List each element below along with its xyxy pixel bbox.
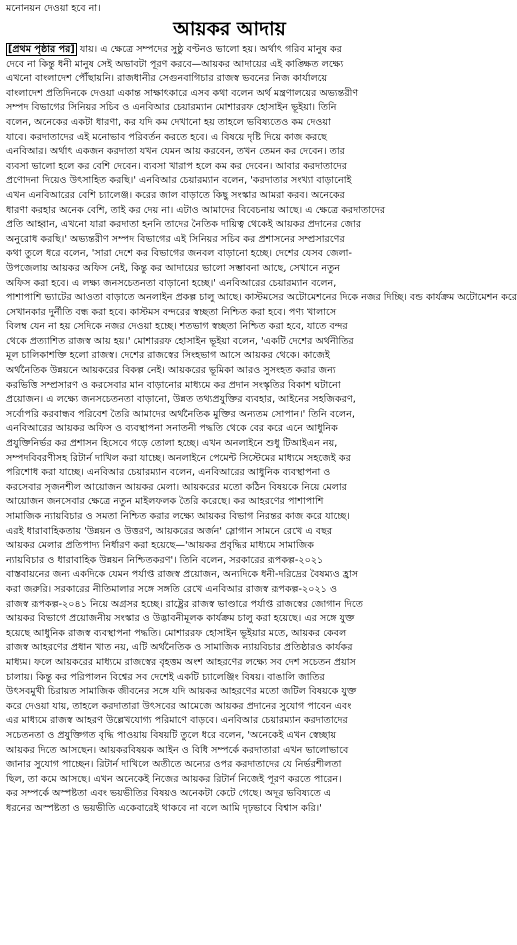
article-line: আয়োজন জনসেবার ক্ষেত্রে নতুন মাইলফলক তৈরি করেছে। কর আহরণের পাশাপাশি	[6, 496, 324, 508]
article-line: অনুরোধ করছি।' অভ্যন্তরীণ সম্পদ বিভাগের এই সিনিয়র সচিব কর প্রশাসনের সম্প্রসারণের	[6, 233, 345, 245]
article-line: থেকে প্রত্যাশিত রাজস্ব আয় হয়।' মোশাররফ হোসাইন ভূইয়া বলেন, 'একটি দেশের অর্থনীতির	[6, 335, 354, 347]
article-line: প্রতি আহ্বান, এখনো যারা করদাতা হননি তাদের নৈতিক দায়িত্ব থেকেই আয়কর প্রদানের জোর	[6, 219, 362, 231]
article-line	[6, 43, 453, 58]
article-line: যাবে। করদাতাদের এই মনোভাব পরিবর্তন করতে হবে। এ বিষয়ে দৃষ্টি দিয়ে কাজ করছে	[6, 131, 327, 143]
article-line: বিলম্ব যেন না হয় সেদিকে নজর দেওয়া হচ্ছে। শতভাগ স্বচ্ছতা নিশ্চিত করা হবে, যাতে বন্দর	[6, 321, 348, 333]
article-line: অর্থনৈতিক উন্নয়নে আয়করের বিকল্প নেই। আয়করের ভূমিকা আরও সুসংহত করার জন্য	[6, 365, 336, 377]
article-line: আয়কর দিতে আসছেন। আয়করবিষয়ক আইন ও বিধি সম্পর্কে করদাতারা এখন ভালোভাবে	[6, 744, 349, 756]
article-line: এরই ধারাবাহিকতায় 'উন্নয়ন ও উত্তরণ, আয়করের অর্জন' স্লোগান সামনে রেখে এ বছর	[6, 525, 333, 537]
article-line: সর্বোপরি করবান্ধব পরিবেশ তৈরি আমাদের অর্থনৈতিক মুক্তির অন্যতম সোপান।' তিনি বলেন,	[6, 408, 355, 420]
article-line: বলেন, অনেকের একটা ধারণা, কর যদি কম দেখানো হয় তাহলে ভবিষ্যতেও কম দেওয়া	[6, 116, 331, 128]
article-line: সচেতনতা ও প্রযুক্তিগত বৃদ্ধি পাওয়ায় বিষয়টি তুলে ধরে বলেন, 'অনেকেই এখন স্বেচ্ছায়	[6, 729, 337, 741]
article-line: অফিস করা হবে। এ লক্ষ্য জনসচেতনতা বাড়ানো হচ্ছে।' এনবিআরের চেয়ারম্যান বলেন,	[6, 277, 337, 289]
carry-over-text: মনোনয়ন দেওয়া হবে না।	[6, 3, 101, 14]
article-line: পাশাপাশি ভ্যাটের আওতা বাড়াতে অনলাইন প্রকল্প চালু আছে। কাস্টমসের অটোমেশনের দিকে নজর দিচ্ছি। বন্ড কার্যক্রম অটোমেশন করে	[6, 292, 517, 304]
article-line: সামাজিক ন্যায়বিচার ও সমতা নিশ্চিত করার লক্ষ্যে আয়কর বিভাগ নিরন্তর কাজ করে যাচ্ছে।	[6, 511, 350, 522]
article-line: দেবে না কিন্তু ধনী মানুষ সেই অভাবটা পূরণ করবে—আয়কর আদায়ের এই কাঙ্ক্ষিত লক্ষ্যে	[6, 58, 344, 70]
article-line: প্রয়োজন। এ লক্ষ্যে জনসচেতনতা বাড়ানো, উন্নত তথ্যপ্রযুক্তির ব্যবহার, আইনের সহজিকরণ,	[6, 394, 356, 406]
article-line: বাস্তবায়নের জন্য একদিকে যেমন পর্যাপ্ত রাজস্ব প্রয়োজন, অন্যদিকে ধনী-দরিদ্রের বৈষম্যও হ্রাস	[6, 569, 359, 581]
article-line: ধরনের অস্পষ্টতা ও ভয়ভীতি একেবারেই থাকবে না বলে আমি দৃঢ়ভাবে বিশ্বাস করি।'	[6, 802, 322, 814]
article-line: এর মাধ্যমে রাজস্ব আহরণ উল্লেখযোগ্য পরিমাণে বাড়বে। এনবিআর চেয়ারম্যান করদাতাদের	[6, 715, 348, 727]
continuation-label: [প্রথম পৃষ্ঠার পর]	[8, 44, 75, 55]
article-line: ধারণা করহার অনেক বেশি, তাই কর দেয় না। এটাও আমাদের বিবেচনায় আছে। এ ক্ষেত্রে করদাতাদের	[6, 204, 386, 216]
article-line: করসেবার সৃজনশীল আয়োজন আয়কর মেলা। আয়করের মতো কঠিন বিষয়কে নিয়ে মেলার	[6, 481, 347, 493]
article-line: মাধ্যম। ফলে আয়করের মাধ্যমে রাজস্বের বৃহত্তম অংশ আহরণের লক্ষ্যে সব দেশ সচেতন প্রয়াস	[6, 656, 356, 668]
article-line: আয়কর বিভাগে প্রয়োজনীয় সংস্কার ও উদ্ভাবনীমূলক কার্যক্রম চালু করা হয়েছে। এর সঙ্গে যুক্ত	[6, 613, 355, 625]
article-line: এনবিআরের আয়কর অফিস ও ব্যবস্থাপনা সনাতনী পদ্ধতি থেকে বের করে এনে আধুনিক	[6, 423, 338, 435]
article-line: প্রযুক্তিনির্ভর কর প্রশাসন হিসেবে গড়ে তোলা হচ্ছে। এখন অনলাইনে শুধু টিআইএন নয়,	[6, 438, 338, 450]
article-line: আয়কর মেলার প্রতিপাদ্য নির্ধারণ করা হয়েছে—'আয়কর প্রবৃদ্ধির মাধ্যমে সামাজিক	[6, 540, 314, 552]
article-line: কর সম্পর্কে অস্পষ্টতা এবং ভয়ভীতির বিষয়ও অনেকটা কেটে গেছে। অদূর ভবিষ্যতে এ	[6, 788, 332, 800]
article-line: ন্যায়বিচার ও ধারাবাহিক উন্নয়ন নিশ্চিতকরণ'। তিনি বলেন, সরকারের রূপকল্প-২০২১	[6, 554, 324, 566]
article-body	[6, 43, 517, 816]
article-line: রাজস্ব রূপকল্প-২০৪১ নিয়ে অগ্রসর হচ্ছে। রাষ্ট্রের রাজস্ব ভাণ্ডারে পর্যাপ্ত রাজস্বের জোগান দিতে	[6, 598, 363, 610]
article-line: পরিশোধ করা যাচ্ছে। এনবিআর চেয়ারম্যান বলেন, এনবিআরের আধুনিক ব্যবস্থাপনা ও	[6, 467, 331, 479]
article-line: সেখানকার দুর্নীতি বন্ধ করা হবে। কাস্টমস বন্দরের স্বচ্ছতা নিশ্চিত করা হবে। পণ্য খালাসে	[6, 306, 337, 318]
article-line: ব্যবসা ভালো হলে কর বেশি দেবেন। ব্যবসা খারাপ হলে কম কর দেবেন। আবার করদাতাদের	[6, 160, 348, 172]
article-line: মূল চালিকাশক্তি হলো রাজস্ব। দেশের রাজস্বের সিংহভাগ আসে আয়কর থেকে। কাজেই	[6, 350, 330, 362]
article-line: রাজস্ব আহরণের প্রধান খাত নয়, এটি অর্থনৈতিক ও সামাজিক ন্যায়বিচার প্রতিষ্ঠারও কার্যকর	[6, 642, 353, 654]
article-line: হয়েছে আধুনিক রাজস্ব ব্যবস্থাপনা পদ্ধতি। মোশাররফ হোসাইন ভূইয়ার মতে, আয়কর কেবল	[6, 627, 347, 639]
article-line: এখন এনবিআরের বেশি চ্যালেঞ্জ। করের জাল বাড়াতে কিছু সংস্কার আমরা করব। অনেকের	[6, 189, 345, 201]
article-line: এনবিআর। অর্থাৎ একজন করদাতা যখন যেমন আয় করবেন, তখন তেমন কর দেবেন। তার	[6, 146, 345, 158]
article-line: চালায়। কিন্তু কর পরিপালন বিশ্বের সব দেশেই একটি চ্যালেঞ্জিং বিষয়। বাঙালি জাতির	[6, 671, 325, 683]
article-line: বাংলাদেশ প্রতিদিনকে দেওয়া একান্ত সাক্ষাৎকারে এসব কথা বলেন অর্থ মন্ত্রণালয়ের অভ্যন্তরীণ	[6, 87, 359, 99]
headline: আয়কর আদায়	[173, 18, 286, 40]
article-line: করা জরুরি। সরকারের নীতিমালার সঙ্গে সঙ্গতি রেখে এনবিআর রাজস্ব রূপকল্প-২০২১ ও	[6, 583, 338, 595]
article-line: উৎসবমুখী চিরায়ত সামাজিক জীবনের সঙ্গে যদি আয়কর আহরণের মতো জটিল বিষয়কে যুক্ত	[6, 686, 357, 698]
article-line: জানার সুযোগ পাচ্ছেন। রিটার্ন দাখিলে অতীতে অন্যের ওপর করদাতাদের যে নির্ভরশীলতা	[6, 759, 342, 771]
article-line: করে দেওয়া যায়, তাহলে করদাতারা উৎসবের আমেজে আয়কর প্রদানের সুযোগ পাবেন এবং	[6, 700, 352, 712]
article-line: কথা তুলে ধরে বলেন, 'সারা দেশে কর বিভাগের জনবল বাড়ানো হচ্ছে। দেশের যেসব জেলা-	[6, 248, 352, 260]
article-line: সম্পদ বিভাগের সিনিয়র সচিব ও এনবিআর চেয়ারম্যান মোশাররফ হোসাইন ভূইয়া। তিনি	[6, 102, 337, 114]
article-line: ছিল, তা কমে আসছে। এখন অনেকেই নিজের আয়কর রিটার্ন নিজেই পূরণ করতে পারেন।	[6, 773, 342, 785]
article-line: উপজেলায় আয়কর অফিস নেই, কিন্তু কর আদায়ের ভালো সম্ভাবনা আছে, সেখানে নতুন	[6, 262, 341, 274]
article-line: প্রণোদনা দিয়েও উৎসাহিত করছি।' এনবিআর চেয়ারম্যান বলেন, 'করদাতার সংখ্যা বাড়ানোই	[6, 175, 352, 187]
article-line: সম্পদবিবরণীসহ রিটার্ন দাখিল করা যাচ্ছে। অনলাইনে পেমেন্ট সিস্টেমের মাধ্যমে সহজেই কর	[6, 452, 351, 464]
article-line: এখনো বাংলাদেশ পৌঁছায়নি। রাজধানীর সেগুনবাগিচার রাজস্ব ভবনের নিজ কার্যালয়ে	[6, 73, 328, 85]
article-line-text: যায়। এ ক্ষেত্রে সম্পদের সুষ্ঠু বণ্টনও ভালো হয়। অর্থাৎ গরিব মানুষ কর	[76, 44, 342, 55]
article-line: করভিত্তি সম্প্রসারণ ও করসেবার মান বাড়ানোর মাধ্যমে কর প্রদান সংস্কৃতির বিকাশ ঘটানো	[6, 379, 341, 391]
